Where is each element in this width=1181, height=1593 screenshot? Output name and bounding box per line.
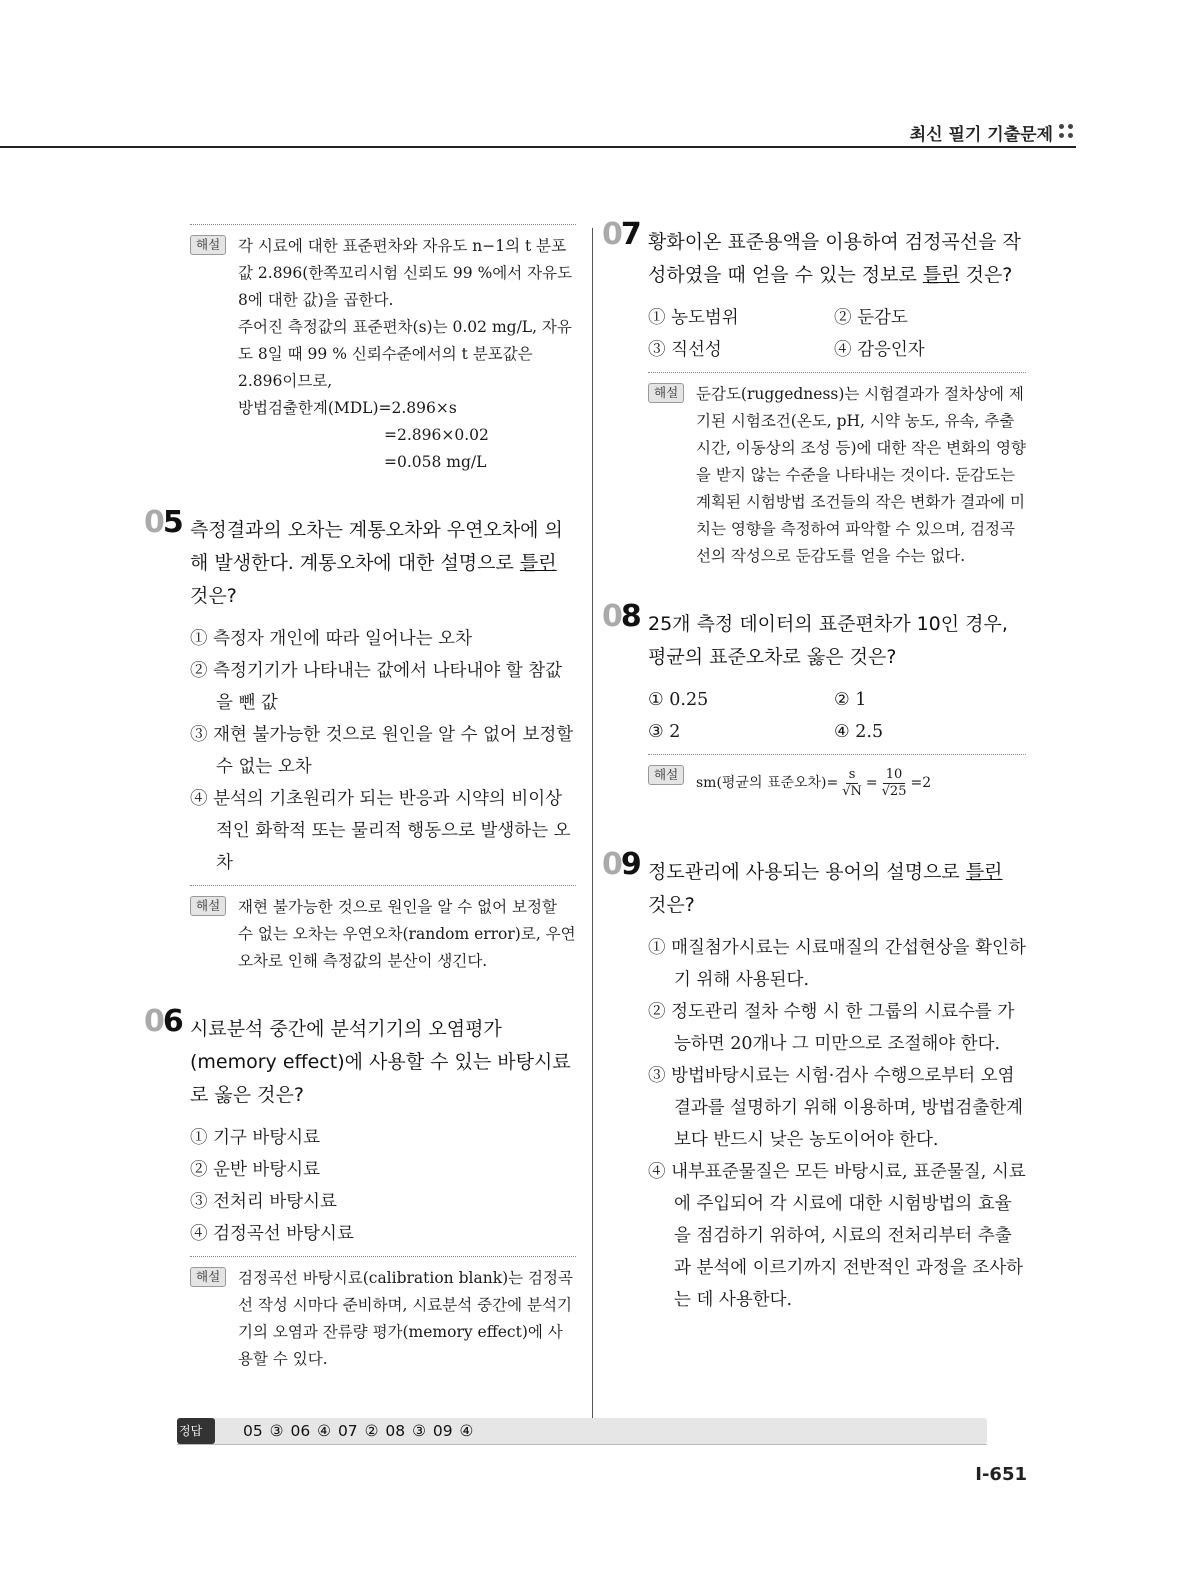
option-3[interactable]: ③ 직선성 <box>648 340 722 360</box>
question-number: 07 <box>602 217 640 252</box>
option-2[interactable]: ② 1 <box>834 690 867 710</box>
question-text: 정도관리에 사용되는 용어의 설명으로 틀린 것은? <box>648 861 1003 916</box>
calc-line: =2.896×0.02 <box>384 426 489 444</box>
explanation-text: 주어진 측정값의 표준편차(s)는 0.02 mg/L, 자유도 8일 때 99 % 신뢰수준에서의 t 분포값은 2.896이므로, <box>238 318 572 390</box>
calc-line: 방법검출한계(MDL)=2.896×s <box>238 399 457 417</box>
explanation-q05 <box>190 885 576 975</box>
question-09 <box>602 847 1026 1316</box>
footer-rule <box>177 1444 987 1445</box>
formula-lhs: sm(평균의 표준오차)= <box>696 775 839 791</box>
explanation-badge: 해설 <box>190 235 226 255</box>
question-number: 06 <box>144 1004 182 1039</box>
option-4[interactable]: ④ 내부표준물질은 모든 바탕시료, 표준물질, 시료에 주입되어 각 시료에 대한 시험방법의 효율을 점검하기 위하여, 시료의 전처리부터 추출과 분석에 이르기까지 전반적인 과정을 조사하는 데 사용한다. <box>648 1162 1026 1310</box>
question-number: 05 <box>144 505 182 540</box>
question-07 <box>602 217 1026 570</box>
option-2[interactable]: ② 운반 바탕시료 <box>190 1160 321 1180</box>
standard-error-formula: sm(평균의 표준오차)= $\frac{s}{√N}$ = $\frac{10}{√25}$ =2 <box>696 767 932 799</box>
explanation-badge: 해설 <box>648 765 684 785</box>
option-3[interactable]: ③ 방법바탕시료는 시험·검사 수행으로부터 오염결과를 설명하기 위해 이용하며, 방법검출한계보다 반드시 낮은 농도이어야 한다. <box>648 1066 1024 1150</box>
option-list <box>190 623 576 879</box>
option-2[interactable]: ② 측정기기가 나타내는 값에서 나타내야 할 참값을 뺀 값 <box>190 661 563 713</box>
option-list <box>648 302 1026 366</box>
option-list <box>648 684 1026 748</box>
explanation-badge: 해설 <box>190 1267 226 1287</box>
right-column <box>602 217 1026 1322</box>
question-number: 09 <box>602 847 640 882</box>
option-3[interactable]: ③ 재현 불가능한 것으로 원인을 알 수 없어 보정할 수 없는 오차 <box>190 725 574 777</box>
explanation-text: 검정곡선 바탕시료(calibration blank)는 검정곡선 작성 시마다 준비하며, 시료분석 중간에 분석기기의 오염과 잔류량 평가(memory effect)에 사용할 수 있다. <box>238 1269 573 1368</box>
explanation-q06 <box>190 1256 576 1373</box>
option-list <box>190 1122 576 1250</box>
column-divider <box>592 228 593 1424</box>
option-1[interactable]: ① 기구 바탕시료 <box>190 1128 321 1148</box>
option-1[interactable]: ① 측정자 개인에 따라 일어나는 오차 <box>190 629 472 649</box>
question-text: 25개 측정 데이터의 표준편차가 10인 경우, 평균의 표준오차로 옳은 것은? <box>648 613 1008 668</box>
answer-key-text: 05 ③ 06 ④ 07 ② 08 ③ 09 ④ <box>243 1422 474 1440</box>
explanation-badge: 해설 <box>648 383 684 403</box>
explanation-text: 둔감도(ruggedness)는 시험결과가 절차상에 제기된 시험조건(온도, pH, 시약 농도, 유속, 추출시간, 이동상의 조성 등)에 대한 작은 변화의 영향을 받지 않는 수준을 나타내는 것이다. 둔감도는 계획된 시험방법 조건들의 작은 변화가 결과에 미치는 영향을 측정하여 파악할 수 있으며, 검정곡선의 작성으로 둔감도를 얻을 수는 없다. <box>696 385 1026 565</box>
fraction-10-over-root-25: $\frac{10}{√25}$ <box>881 767 907 799</box>
page-number: I-651 <box>975 1464 1027 1485</box>
question-05 <box>144 505 576 975</box>
option-list <box>648 932 1026 1316</box>
fraction-s-over-root-n: $\frac{s}{√N}$ <box>842 767 862 799</box>
question-text: 측정결과의 오차는 계통오차와 우연오차에 의해 발생한다. 계통오차에 대한 설명으로 틀린 것은? <box>190 519 563 607</box>
question-06 <box>144 1004 576 1373</box>
formula-result: =2 <box>910 775 932 791</box>
explanation-q04 <box>190 224 576 476</box>
option-4[interactable]: ④ 2.5 <box>834 722 884 742</box>
option-1[interactable]: ① 0.25 <box>648 690 709 710</box>
option-1[interactable]: ① 농도범위 <box>648 308 739 328</box>
header-dots-icon <box>1059 124 1075 140</box>
option-2[interactable]: ② 둔감도 <box>834 308 908 328</box>
explanation-text: 각 시료에 대한 표준편차와 자유도 n−1의 t 분포값 2.896(한쪽꼬리시험 신뢰도 99 %에서 자유도 8에 대한 값)을 곱한다. <box>238 237 573 309</box>
question-text: 시료분석 중간에 분석기기의 오염평가(memory effect)에 사용할 수 있는 바탕시료로 옳은 것은? <box>190 1018 571 1106</box>
option-3[interactable]: ③ 전처리 바탕시료 <box>190 1192 337 1212</box>
running-header-title: 최신 필기 기출문제 <box>909 125 1053 145</box>
answer-badge: 정답 <box>177 1418 215 1444</box>
explanation-text: 재현 불가능한 것으로 원인을 알 수 없어 보정할 수 없는 오차는 우연오차(random error)로, 우연오차로 인해 측정값의 분산이 생긴다. <box>238 898 576 970</box>
explanation-q07 <box>648 372 1026 570</box>
calc-line: =0.058 mg/L <box>384 453 487 471</box>
answer-key-bar <box>177 1418 987 1444</box>
question-text: 황화이온 표준용액을 이용하여 검정곡선을 작성하였을 때 얻을 수 있는 정보로 틀린 것은? <box>648 231 1021 286</box>
explanation-q08 <box>648 754 1026 800</box>
header-rule <box>0 146 1076 148</box>
option-3[interactable]: ③ 2 <box>648 722 681 742</box>
option-1[interactable]: ① 매질첨가시료는 시료매질의 간섭현상을 확인하기 위해 사용된다. <box>648 938 1026 990</box>
question-08 <box>602 599 1026 800</box>
option-4[interactable]: ④ 감응인자 <box>834 340 925 360</box>
option-4[interactable]: ④ 분석의 기초원리가 되는 반응과 시약의 비이상적인 화학적 또는 물리적 행동으로 발생하는 오차 <box>190 789 571 873</box>
left-column <box>144 224 576 1373</box>
explanation-badge: 해설 <box>190 896 226 916</box>
question-number: 08 <box>602 599 640 634</box>
option-2[interactable]: ② 정도관리 절차 수행 시 한 그룹의 시료수를 가능하면 20개나 그 미만으로 조절해야 한다. <box>648 1002 1015 1054</box>
option-4[interactable]: ④ 검정곡선 바탕시료 <box>190 1224 354 1244</box>
